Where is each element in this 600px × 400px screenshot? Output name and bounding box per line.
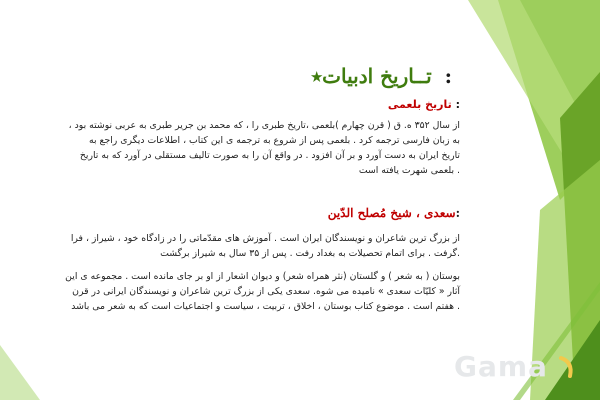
watermark-text: Gama xyxy=(454,350,548,383)
green-shape-bottom-left xyxy=(0,345,40,400)
slide-title xyxy=(311,64,452,88)
watermark-mark-icon xyxy=(558,354,576,380)
gama-watermark-logo xyxy=(438,348,588,388)
paragraph-line: بوستان ( به شعر ) و گلستان (نثر همراه شعر) و دیوان اشعار از او بر جای مانده است . مجموعه ی این xyxy=(65,271,460,282)
heading-text: تاریخ بلعمی xyxy=(387,98,452,111)
section-paragraph xyxy=(35,231,460,261)
paragraph-line: به زبان فارسی ترجمه کرد . بلعمی پس از شروع به ترجمه ی این کتاب ، اطلاعات دیگری راجع به xyxy=(89,135,460,146)
paragraph-line: آثار « کلیّات سعدی » نامیده می شوه. سعدی یکی از بزرگ ترین شاعران و نویسندگان ایرانی در قرن xyxy=(72,286,460,297)
section-saadi xyxy=(35,205,460,314)
section-paragraph xyxy=(40,118,460,178)
paragraph-line: . هفتم است . موضوع کتاب بوستان ، اخلاق ، تربیت ، سیاست و اجتماعیات است که به شعر می باشد xyxy=(71,301,460,312)
heading-text: سعدی ، شیخ مُصلح الدّین xyxy=(327,206,456,220)
section-paragraph xyxy=(35,269,460,314)
title-star-icon: ٭ xyxy=(311,64,323,88)
section-tarikh-balami xyxy=(40,97,460,178)
title-text: تــاریخ ادبیات xyxy=(322,64,432,88)
title-colon: : xyxy=(444,64,452,88)
section-heading xyxy=(35,205,460,221)
paragraph-line: . بلعمی شهرت یافته است xyxy=(358,165,460,176)
paragraph-line: از بزرگ ترین شاعران و نویسندگان ایران است . آموزش های مقدّماتی را در زادگاه خود ، شیراز ، فرا xyxy=(70,233,460,244)
heading-colon: : xyxy=(455,98,460,111)
section-heading xyxy=(40,97,460,112)
paragraph-line: از سال ۳۵۲ ه. ق ( قرن چهارم )بلعمی ،تاریخ طبری را ، که محمد بن جریر طبری به عربی نوشته بود ، xyxy=(68,120,460,131)
paragraph-line: تاریخ ایران به دست آورد و بر آن افزود . در واقع آن را به صورت تالیف مستقلی در آورد که به تاریخ xyxy=(79,150,460,161)
paragraph-line: .گرفت . برای اتمام تحصیلات به بغداد رفت . پس از ۳۵ سال به شیراز برگشت xyxy=(160,248,460,259)
heading-colon: : xyxy=(455,206,460,220)
